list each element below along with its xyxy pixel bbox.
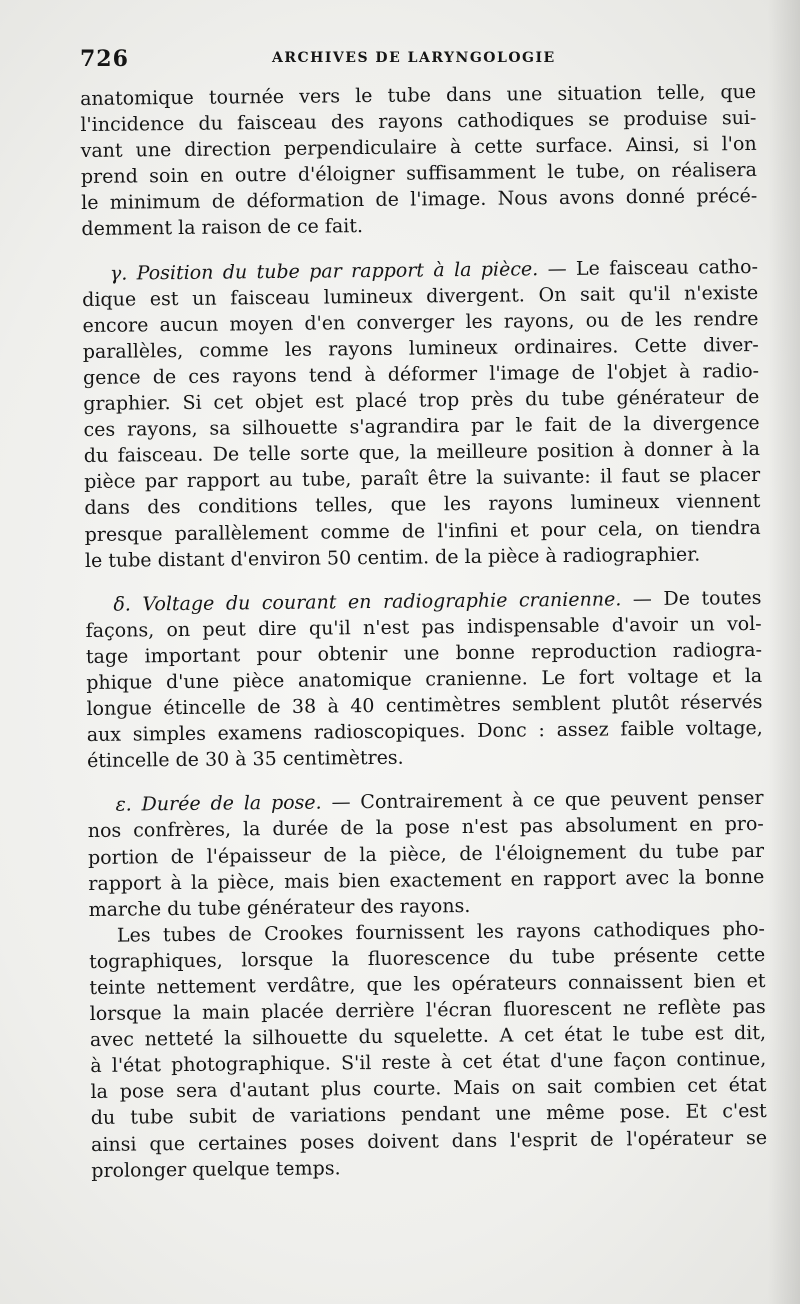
- text-line: le minimum de déformation de l'image. Nous avons donné précé-: [81, 185, 758, 215]
- text-line: pièce par rapport au tube, paraît être la suivante: il faut se placer: [84, 464, 761, 494]
- text-line: l'incidence du faisceau des rayons cathodiques se produise sui-: [80, 107, 757, 137]
- text-line: longue étincelle de 38 à 40 centimètres semblent plutôt réservés: [86, 690, 763, 721]
- text-line: portion de l'épaisseur de la pièce, de l'éloignement du tube par: [87, 839, 765, 869]
- text-line: demment la raison de ce fait.: [81, 215, 364, 241]
- running-title: ARCHIVES DE LARYNGOLOGIE: [272, 50, 556, 66]
- section-heading-gamma: γ. Position du tube par rapport à la pièce.: [109, 257, 539, 285]
- text-line: anatomique tournée vers le tube dans une situation telle, que: [80, 80, 757, 110]
- text-line: tage important pour obtenir une bonne reproduction radiogra-: [85, 638, 763, 668]
- text-line: encore aucun moyen d'en converger les rayons, ou de les rendre: [82, 307, 759, 337]
- text-line: phique d'une pièce anatomique cranienne. Le fort voltage et la: [86, 664, 763, 694]
- text-line: dique est un faisceau lumineux divergent. On sait qu'il n'existe: [82, 281, 759, 311]
- text-line: graphier. Si cet objet est placé trop près du tube générateur de: [83, 385, 760, 416]
- section-heading-epsilon: ε. Durée de la pose.: [115, 791, 322, 817]
- text-line: rapport à la pièce, mais bien exactement en rapport avec la bonne: [88, 865, 765, 895]
- section-duree-de-la-pose: [87, 785, 764, 923]
- text-line: prend soin en outre d'éloigner suffisamment le tube, on réalisera: [80, 159, 758, 189]
- text-line: à l'état photographique. S'il reste à cet état d'une façon continue,: [90, 1048, 767, 1078]
- text-line: tographiques, lorsque la fluorescence du tube présente cette: [89, 943, 766, 973]
- section-voltage: [85, 585, 763, 775]
- section-heading-delta: δ. Voltage du courant en radiographie cranienne.: [113, 588, 622, 616]
- text-line: gence de ces rayons tend à déformer l'image de l'objet à radio-: [82, 359, 760, 389]
- text-line: lorsque la main placée derrière l'écran fluorescent ne reflète pas: [89, 995, 766, 1026]
- section-heading-rest: — Contrairement à ce que peuvent penser: [331, 787, 764, 814]
- section-heading-rest: — Le faisceau catho-: [547, 255, 759, 280]
- text-line: étincelle de 30 à 35 centimètres.: [86, 746, 404, 773]
- text-line: le tube distant d'environ 50 centim. de la pièce à radiographier.: [84, 543, 701, 572]
- text-line: teinte nettement verdâtre, que les opérateurs connaissent bien et: [89, 969, 766, 999]
- text-line: façons, on peut dire qu'il n'est pas indispensable d'avoir un vol-: [85, 612, 762, 642]
- text-line: Les tubes de Crookes fournissent les rayons cathodiques pho-: [116, 917, 765, 947]
- text-line: du tube subit de variations pendant une même pose. Et c'est: [90, 1100, 767, 1130]
- paragraph-crookes-tubes: [89, 916, 768, 1184]
- text-line: avec netteté la silhouette du squelette. A cet état le tube est dit,: [89, 1022, 767, 1052]
- page-number: 726: [80, 46, 129, 72]
- page-edge-shadow: [768, 0, 800, 1304]
- paragraph-continuation: [80, 79, 758, 243]
- page-body: [80, 79, 767, 1184]
- text-line: vant une direction perpendiculaire à cette surface. Ainsi, si l'on: [80, 133, 757, 163]
- text-line: du faisceau. De telle sorte que, la meilleure position à donner à la: [83, 438, 760, 468]
- text-line: prolonger quelque temps.: [91, 1156, 341, 1182]
- section-position-du-tube: [82, 253, 761, 573]
- section-heading-rest: — De toutes: [632, 586, 762, 610]
- text-line: presque parallèlement comme de l'infini et pour cela, on tiendra: [84, 516, 761, 546]
- text-line: la pose sera d'autant plus courte. Mais on sait combien cet état: [90, 1074, 767, 1104]
- text-line: aux simples examens radioscopiques. Donc : assez faible voltage,: [86, 717, 763, 747]
- text-line: ces rayons, sa silhouette s'agrandira par le fait de la divergence: [83, 412, 760, 442]
- text-line: marche du tube générateur des rayons.: [88, 894, 471, 921]
- text-line: parallèles, comme les rayons lumineux ordinaires. Cette diver-: [82, 333, 759, 363]
- text-line: dans des conditions telles, que les rayons lumineux viennent: [84, 490, 761, 520]
- text-line: ainsi que certaines poses doivent dans l'esprit de l'opérateur se: [90, 1126, 768, 1156]
- page-header: [80, 46, 760, 76]
- text-line: nos confrères, la durée de la pose n'est pas absolument en pro-: [87, 813, 764, 843]
